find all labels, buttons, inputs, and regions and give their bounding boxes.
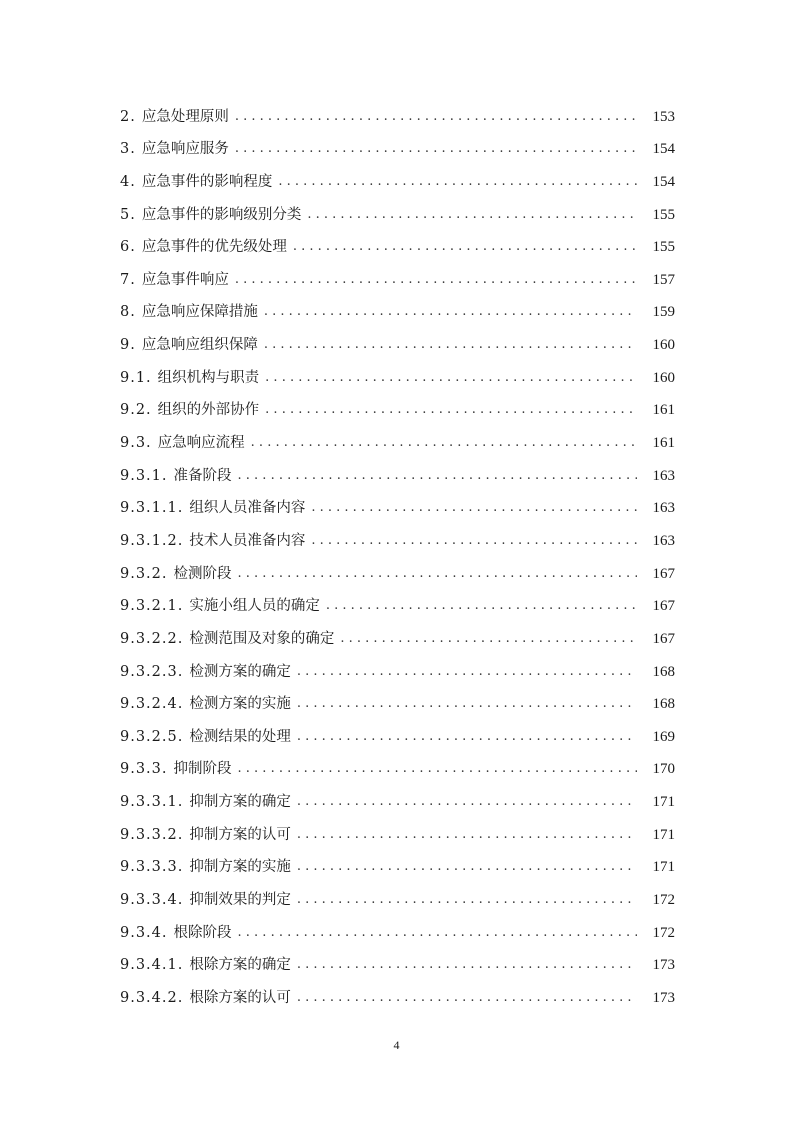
toc-entry-page: 168 <box>652 663 675 680</box>
toc-entry-number: 9.3.2.1. <box>120 598 184 615</box>
toc-entry-title: 应急事件的影响程度 <box>141 173 273 190</box>
toc-entry[interactable] <box>120 328 675 361</box>
toc-dot-leader <box>326 599 637 612</box>
toc-dot-leader <box>297 828 637 841</box>
toc-entry[interactable] <box>120 949 675 982</box>
toc-dot-leader <box>264 338 637 351</box>
toc-entry-number: 9.3.2.4. <box>120 696 184 713</box>
toc-entry-number: 9. <box>120 337 136 354</box>
toc-entry-page: 161 <box>652 402 675 419</box>
toc-entry-page: 163 <box>652 532 675 549</box>
toc-entry[interactable] <box>120 296 675 329</box>
toc-entry-page: 167 <box>652 565 675 582</box>
toc-entry-page: 160 <box>652 369 675 386</box>
toc-entry-number: 4. <box>120 173 136 190</box>
toc-entry-number: 9.3.2.3. <box>120 663 184 680</box>
toc-entry[interactable] <box>120 688 675 721</box>
toc-entry-page: 168 <box>652 696 675 713</box>
toc-entry[interactable] <box>120 720 675 753</box>
toc-entry-title: 应急事件的影响级别分类 <box>141 206 302 223</box>
toc-entry-page: 154 <box>652 141 675 158</box>
toc-entry[interactable] <box>120 426 675 459</box>
toc-entry-page: 157 <box>652 271 675 288</box>
toc-entry-number: 9.3.3.3. <box>120 859 184 876</box>
toc-entry-number: 9.2. <box>120 402 152 419</box>
toc-entry[interactable] <box>120 133 675 166</box>
toc-entry[interactable] <box>120 916 675 949</box>
toc-entry-number: 9.3.1. <box>120 467 168 484</box>
toc-dot-leader <box>238 469 637 482</box>
toc-dot-leader <box>265 371 637 384</box>
toc-entry-number: 3. <box>120 141 136 158</box>
toc-entry[interactable] <box>120 785 675 818</box>
toc-dot-leader <box>235 273 637 286</box>
toc-entry-title: 准备阶段 <box>173 467 232 484</box>
toc-entry-title: 应急事件响应 <box>141 271 229 288</box>
toc-dot-leader <box>297 860 637 873</box>
toc-entry-title: 应急处理原则 <box>141 108 229 125</box>
toc-entry-page: 171 <box>652 826 675 843</box>
toc-entry-title: 组织的外部协作 <box>157 402 260 419</box>
toc-entry-title: 应急响应组织保障 <box>141 337 258 354</box>
toc-entry-number: 9.3.3.4. <box>120 892 184 909</box>
toc-entry-page: 154 <box>652 173 675 190</box>
toc-entry-title: 检测范围及对象的确定 <box>189 630 335 647</box>
toc-entry-page: 171 <box>652 859 675 876</box>
toc-entry-title: 检测结果的处理 <box>189 728 291 745</box>
toc-entry-page: 173 <box>652 989 675 1006</box>
toc-entry-number: 5. <box>120 206 136 223</box>
toc-entry[interactable] <box>120 524 675 557</box>
toc-entry[interactable] <box>120 361 675 394</box>
toc-entry-title: 检测方案的实施 <box>189 696 291 713</box>
toc-entry[interactable] <box>120 883 675 916</box>
toc-entry[interactable] <box>120 231 675 264</box>
toc-entry-page: 155 <box>652 239 675 256</box>
toc-entry-number: 7. <box>120 271 136 288</box>
table-of-contents <box>120 100 675 1014</box>
toc-entry-title: 实施小组人员的确定 <box>189 598 320 615</box>
toc-dot-leader <box>307 208 637 221</box>
toc-dot-leader <box>297 795 637 808</box>
toc-dot-leader <box>278 175 637 188</box>
toc-entry-number: 9.3.3.2. <box>120 826 184 843</box>
toc-entry-number: 9.3.3.1. <box>120 794 184 811</box>
toc-entry-page: 173 <box>652 957 675 974</box>
toc-entry-page: 172 <box>652 924 675 941</box>
toc-entry-page: 167 <box>652 630 675 647</box>
toc-entry[interactable] <box>120 851 675 884</box>
toc-entry-number: 9.1. <box>120 369 152 386</box>
toc-entry-page: 171 <box>652 794 675 811</box>
toc-entry-page: 170 <box>652 761 675 778</box>
toc-entry-number: 8. <box>120 304 136 321</box>
toc-entry-page: 161 <box>652 435 675 452</box>
toc-entry-number: 6. <box>120 239 136 256</box>
toc-entry[interactable] <box>120 622 675 655</box>
toc-entry-title: 抑制方案的实施 <box>189 859 291 876</box>
toc-dot-leader <box>297 697 637 710</box>
toc-entry-number: 9.3.4.2. <box>120 989 184 1006</box>
toc-entry-page: 160 <box>652 337 675 354</box>
toc-dot-leader <box>293 240 637 253</box>
toc-entry[interactable] <box>120 557 675 590</box>
toc-entry[interactable] <box>120 263 675 296</box>
toc-entry-title: 根除方案的认可 <box>189 989 291 1006</box>
toc-entry[interactable] <box>120 753 675 786</box>
toc-entry-title: 应急事件的优先级处理 <box>141 239 287 256</box>
toc-entry-page: 172 <box>652 892 675 909</box>
toc-entry-title: 抑制效果的判定 <box>189 892 291 909</box>
toc-entry-title: 抑制方案的确定 <box>189 794 291 811</box>
toc-entry-number: 9.3.2.5. <box>120 728 184 745</box>
toc-dot-leader <box>311 534 637 547</box>
toc-entry-page: 155 <box>652 206 675 223</box>
toc-dot-leader <box>264 305 637 318</box>
toc-entry-page: 163 <box>652 467 675 484</box>
toc-dot-leader <box>265 403 637 416</box>
toc-dot-leader <box>297 991 637 1004</box>
toc-entry[interactable] <box>120 100 675 133</box>
toc-entry[interactable] <box>120 492 675 525</box>
toc-dot-leader <box>297 665 637 678</box>
toc-entry-number: 9.3. <box>120 435 152 452</box>
toc-entry-title: 抑制方案的认可 <box>189 826 291 843</box>
toc-entry-title: 抑制阶段 <box>173 761 232 778</box>
toc-entry[interactable] <box>120 655 675 688</box>
toc-dot-leader <box>251 436 637 449</box>
toc-entry-page: 169 <box>652 728 675 745</box>
toc-entry[interactable] <box>120 459 675 492</box>
toc-entry-title: 应急响应服务 <box>141 141 229 158</box>
toc-entry-number: 9.3.2. <box>120 565 168 582</box>
toc-dot-leader <box>235 110 637 123</box>
toc-dot-leader <box>235 142 637 155</box>
toc-entry[interactable] <box>120 981 675 1014</box>
toc-entry-title: 根除阶段 <box>173 924 232 941</box>
toc-entry-number: 9.3.4.1. <box>120 957 184 974</box>
toc-entry-page: 159 <box>652 304 675 321</box>
toc-entry-page: 153 <box>652 108 675 125</box>
toc-entry[interactable] <box>120 165 675 198</box>
toc-entry-title: 根除方案的确定 <box>189 957 291 974</box>
toc-dot-leader <box>297 958 637 971</box>
toc-entry-title: 组织人员准备内容 <box>189 500 306 517</box>
toc-entry[interactable] <box>120 590 675 623</box>
toc-entry-title: 组织机构与职责 <box>157 369 260 386</box>
toc-dot-leader <box>238 762 637 775</box>
toc-entry-number: 9.3.4. <box>120 924 168 941</box>
toc-entry[interactable] <box>120 394 675 427</box>
toc-dot-leader <box>238 567 637 580</box>
toc-dot-leader <box>238 926 637 939</box>
toc-dot-leader <box>340 632 637 645</box>
toc-entry-number: 9.3.2.2. <box>120 630 184 647</box>
toc-entry-title: 应急响应保障措施 <box>141 304 258 321</box>
toc-entry[interactable] <box>120 818 675 851</box>
toc-entry-number: 2. <box>120 108 136 125</box>
toc-dot-leader <box>297 730 637 743</box>
toc-entry-page: 167 <box>652 598 675 615</box>
toc-entry-number: 9.3.1.2. <box>120 532 184 549</box>
toc-entry-title: 检测阶段 <box>173 565 232 582</box>
toc-entry-page: 163 <box>652 500 675 517</box>
toc-dot-leader <box>311 501 637 514</box>
toc-dot-leader <box>297 893 637 906</box>
toc-entry-title: 检测方案的确定 <box>189 663 291 680</box>
page-number: 4 <box>393 1038 400 1052</box>
toc-entry-number: 9.3.3. <box>120 761 168 778</box>
toc-entry-title: 应急响应流程 <box>157 435 245 452</box>
toc-entry-number: 9.3.1.1. <box>120 500 184 517</box>
toc-entry-title: 技术人员准备内容 <box>189 532 306 549</box>
toc-entry[interactable] <box>120 198 675 231</box>
